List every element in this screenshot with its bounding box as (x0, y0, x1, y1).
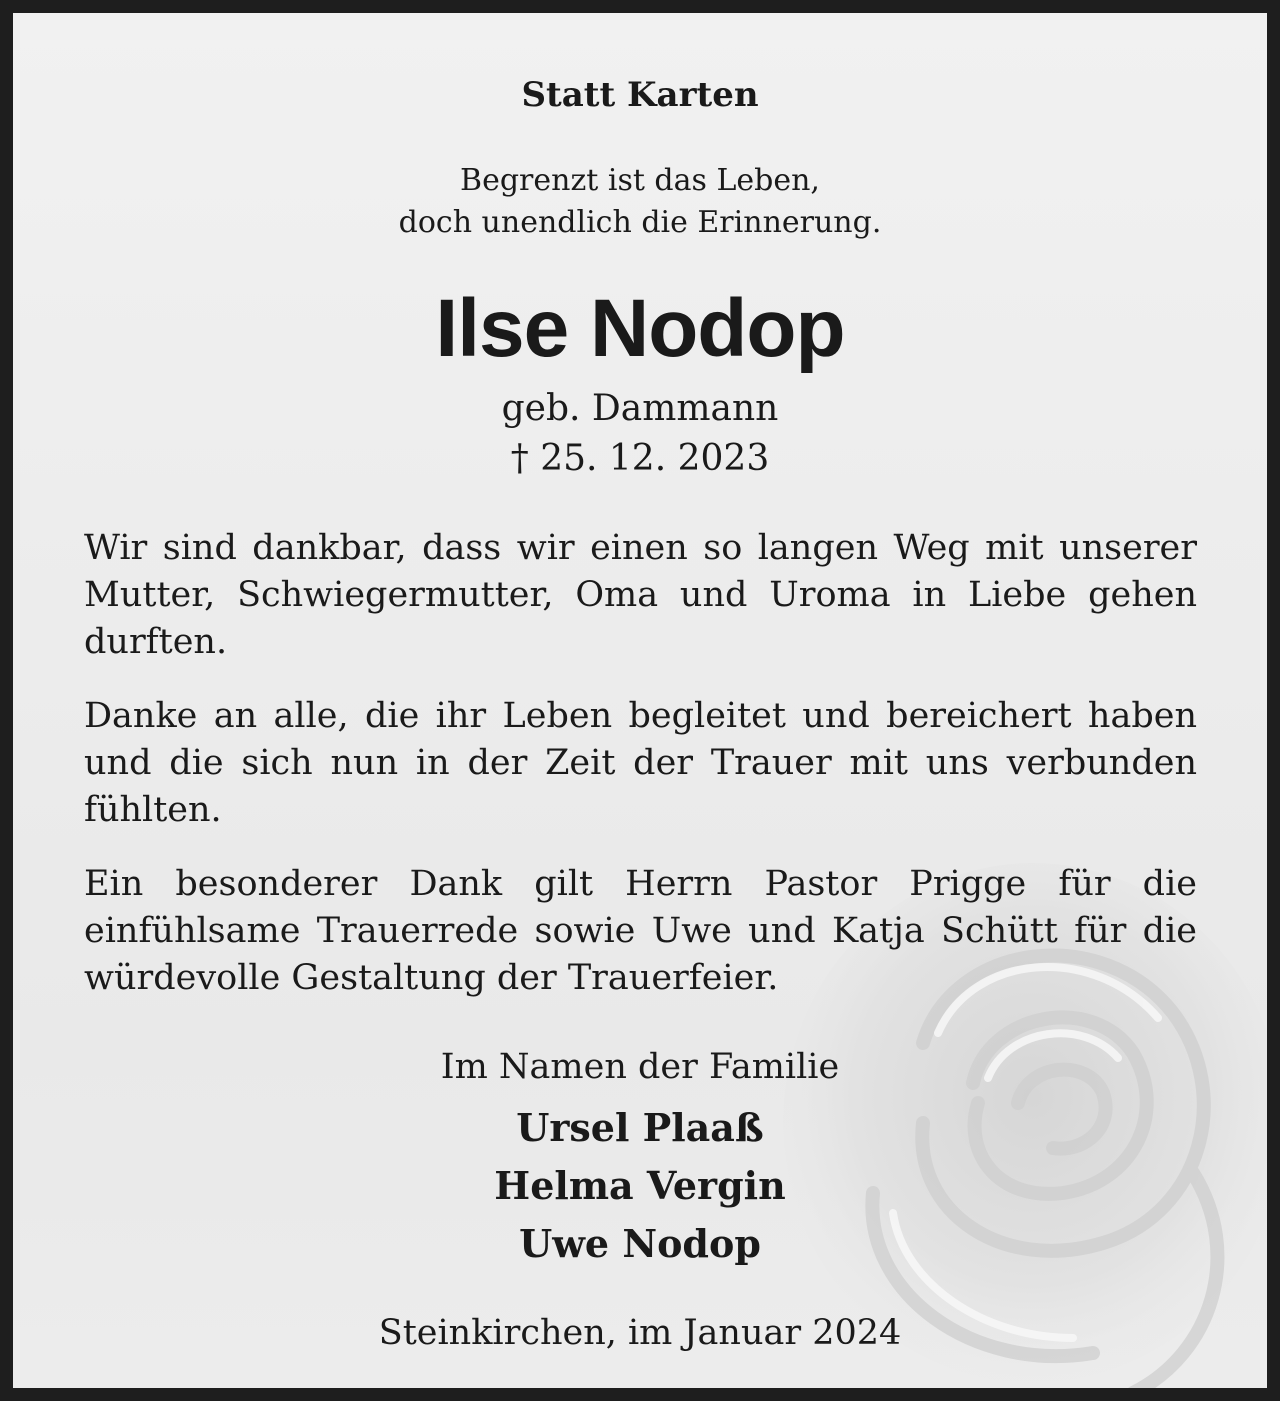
thanks-paragraph-1: Wir sind dankbar, dass wir einen so langen Weg mit unserer Mutter, Schwiegermutter, Oma und Uroma in Liebe gehen durften. (84, 528, 1197, 662)
deceased-name: Ilse Nodop (435, 283, 845, 374)
motto-line-1: Begrenzt ist das Leben, (460, 163, 820, 198)
place-and-date: Steinkirchen, im Januar 2024 (378, 1313, 902, 1353)
header-title: Statt Karten (521, 75, 759, 115)
maiden-name: geb. Dammann (501, 388, 779, 429)
signer-name: Ursel Plaaß (516, 1105, 764, 1150)
signer-name: Helma Vergin (494, 1163, 786, 1208)
signer-name: Uwe Nodop (519, 1221, 761, 1266)
motto (13, 160, 1267, 244)
family-label: Im Namen der Familie (440, 1047, 840, 1087)
thanks-paragraph-3: Ein besonderer Dank gilt Herrn Pastor Prigge für die einfühlsame Trauerrede sowie Uwe und Katja Schütt für die würdevolle Gestaltung der Trauerfeier. (84, 864, 1197, 998)
death-date: † 25. 12. 2023 (510, 438, 770, 479)
notice-content (13, 13, 1267, 1388)
thanks-paragraph-2: Danke an alle, die ihr Leben begleitet und bereichert haben und die sich nun in der Zeit der Trauer mit uns verbunden fühlten. (84, 696, 1197, 830)
motto-line-2: doch unendlich die Erinnerung. (398, 205, 882, 240)
